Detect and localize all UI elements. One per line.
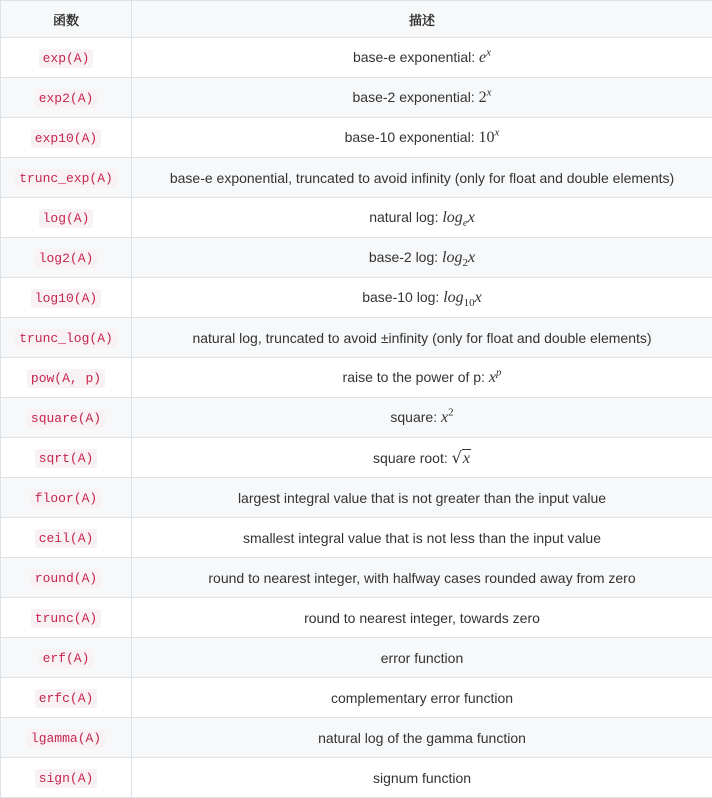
- formula: 2$^x$: [479, 89, 492, 106]
- description-text: natural log:: [369, 209, 442, 225]
- function-description: [132, 118, 712, 158]
- table-row: [1, 238, 712, 278]
- formula: $x^p$: [489, 369, 502, 386]
- function-name: exp2(A): [35, 89, 98, 108]
- description-text: base-10 log:: [362, 289, 443, 305]
- table-row: [1, 758, 712, 798]
- description-text: base-2 exponential:: [353, 89, 479, 105]
- function-name: square(A): [27, 409, 105, 428]
- function-name: sqrt(A): [35, 449, 98, 468]
- function-description: [132, 638, 712, 678]
- table-row: [1, 318, 712, 358]
- function-description: [132, 158, 712, 198]
- function-description: [132, 438, 712, 478]
- table-header-row: [1, 1, 712, 38]
- table-row: [1, 38, 712, 78]
- function-description: [132, 318, 712, 358]
- function-name: erfc(A): [35, 689, 98, 708]
- function-name: log10(A): [31, 289, 101, 308]
- table-row: [1, 78, 712, 118]
- description-text: square root:: [373, 450, 452, 466]
- function-name: erf(A): [39, 649, 94, 668]
- function-name: exp10(A): [31, 129, 101, 148]
- function-name: trunc_log(A): [15, 329, 117, 348]
- table-row: [1, 678, 712, 718]
- column-header-function: 函数: [1, 1, 132, 38]
- function-name: floor(A): [31, 489, 101, 508]
- description-text: largest integral value that is not greater than the input value: [238, 490, 606, 506]
- description-text: square:: [390, 409, 441, 425]
- description-text: error function: [381, 650, 463, 666]
- function-description: [132, 198, 712, 238]
- table-row: [1, 278, 712, 318]
- function-description: [132, 758, 712, 798]
- description-text: natural log, truncated to avoid ±infinity (only for float and double elements): [192, 330, 651, 346]
- formula: $\log_ex$: [442, 209, 474, 226]
- table-row: [1, 158, 712, 198]
- table-row: [1, 398, 712, 438]
- function-description: [132, 558, 712, 598]
- column-header-description: 描述: [132, 1, 712, 38]
- function-description: [132, 38, 712, 78]
- description-text: complementary error function: [331, 690, 513, 706]
- function-description: [132, 518, 712, 558]
- function-description: [132, 718, 712, 758]
- description-text: base-e exponential, truncated to avoid infinity (only for float and double elements): [170, 170, 674, 186]
- description-text: raise to the power of p:: [343, 369, 489, 385]
- function-description: [132, 398, 712, 438]
- radical-sign: √: [452, 448, 462, 467]
- table-row: [1, 438, 712, 478]
- function-description: [132, 238, 712, 278]
- description-text: signum function: [373, 770, 471, 786]
- description-text: natural log of the gamma function: [318, 730, 526, 746]
- function-description: [132, 358, 712, 398]
- function-description: [132, 678, 712, 718]
- function-name: pow(A, p): [27, 369, 105, 388]
- description-text: round to nearest integer, with halfway cases rounded away from zero: [208, 570, 635, 586]
- function-name: log2(A): [35, 249, 98, 268]
- table-row: [1, 198, 712, 238]
- function-name: log(A): [39, 209, 94, 228]
- formula: $\log_{10}x$: [443, 289, 482, 306]
- function-description: [132, 78, 712, 118]
- function-name: ceil(A): [35, 529, 98, 548]
- table-row: [1, 358, 712, 398]
- description-text: base-2 log:: [369, 249, 442, 265]
- formula: 10$^x$: [478, 129, 499, 146]
- table-row: [1, 598, 712, 638]
- function-description: [132, 478, 712, 518]
- description-text: smallest integral value that is not less than the input value: [243, 530, 601, 546]
- description-text: base-10 exponential:: [345, 129, 479, 145]
- table-row: [1, 718, 712, 758]
- function-description: [132, 598, 712, 638]
- description-text: round to nearest integer, towards zero: [304, 610, 540, 626]
- table-row: [1, 638, 712, 678]
- table-row: [1, 518, 712, 558]
- formula: $x^2$: [441, 409, 454, 426]
- function-name: trunc(A): [31, 609, 101, 628]
- function-name: exp(A): [39, 49, 94, 68]
- function-description: [132, 278, 712, 318]
- formula: √x: [452, 450, 471, 467]
- formula: $\log_2x$: [442, 249, 475, 266]
- table-row: [1, 118, 712, 158]
- table-row: [1, 478, 712, 518]
- description-text: base-e exponential:: [353, 49, 479, 65]
- function-name: round(A): [31, 569, 101, 588]
- function-name: lgamma(A): [27, 729, 105, 748]
- function-name: trunc_exp(A): [15, 169, 117, 188]
- function-name: sign(A): [35, 769, 98, 788]
- table-row: [1, 558, 712, 598]
- formula: $e^x$: [479, 49, 491, 66]
